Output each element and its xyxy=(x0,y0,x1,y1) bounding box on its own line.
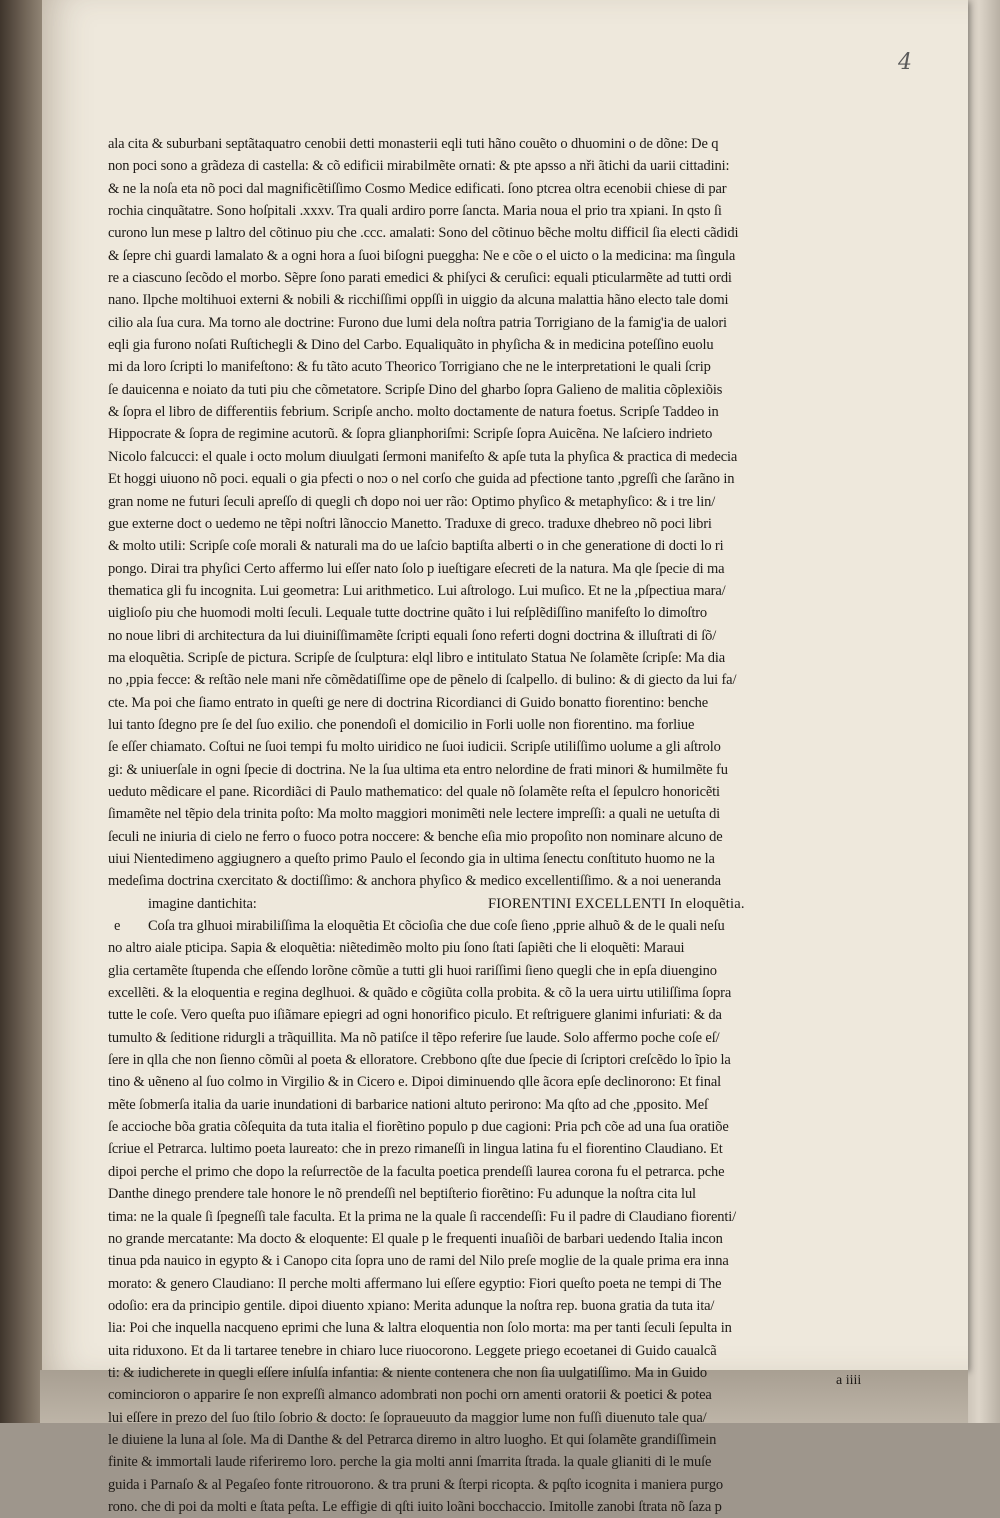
text-line: morato: & genero Claudiano: Il perche molti affermano lui eſſere egyptio: Fiori queſto poeta ne tempi di The xyxy=(108,1275,722,1292)
text-line: ala cita & suburbani septãtaquatro cenobii detti monasterii eqli tuti hãno couẽto o dhuomini o de dõne: De q xyxy=(108,136,719,152)
text-line: guida i Parnaſo & al Pegaſeo fonte ritrouorono. & tra pruni & ſterpi ricopta. & pqſto icognita i maniera purgo xyxy=(108,1476,724,1493)
text-line: tutte le coſe. Vero queſta puo iſiãmare epiegri ad ogni honorifico piculo. Et reſtriguere glanimi infuriati: & da xyxy=(108,1007,722,1024)
page-number: 4 xyxy=(898,50,912,75)
text-line: glia certamẽte ſtupenda che eſſendo lorõne cõmũe a tutti gli huoi rariſſimi ſieno quegli che in epſa diuengino xyxy=(108,962,717,979)
text-line: ſeculi ne iniuria di cielo ne ferro o fuoco potra noccere: & benche eſia mio propoſito non nominare alcuno de xyxy=(108,828,723,845)
text-line: curono lun mese p laltro del cõtinuo piu che .ccc. amalati: Sono del cõtinuo bẽche moltu difficil ſia electi cãdidi xyxy=(108,225,739,242)
text-line: no ,ppia fecce: & reſtão nele mani nře cõmẽdatiſſime ope de pẽnelo di ſcalpello. di bulino: & di giecto da lui fa/ xyxy=(108,672,737,689)
text-line: uita riduxono. Et da li tartaree tenebre in chiaro luce riuocorono. Leggete priego ecoetanei di Guido caualcã xyxy=(108,1342,717,1359)
book-gutter xyxy=(0,0,42,1423)
text-line: Nicolo falcucci: el quale i octo molum diuulgati ſermoni manifeſto & apſe tuta la phyſica & practica di medecia xyxy=(108,448,738,465)
text-line: cilio ala ſua cura. Ma torno ale doctrine: Furono due lumi dela noſtra patria Torrigiano de la famig'ia de ualori xyxy=(108,314,727,331)
text-line: comincioron o apparire ſe non expreſſi almanco adombrati non pochi orn amenti oratorii & poetici & potea xyxy=(108,1387,712,1404)
text-line: uiglioſo piu che huomodi molti ſeculi. Lequale tutte doctrine quãto i lui reſplẽdiſſino manifeſto lo dimoſtro xyxy=(108,605,707,622)
text-line: eqli gia furono noſati Ruſtichegli & Dino del Carbo. Equaliquãto in phyſicha & in medicina poteſſino euolu xyxy=(108,337,714,354)
text-line: rono. che di poi da molti e ſtata peſta. Le effigie di qſti iuito loãni bocchaccio. Imitolle zanobi ſtrata nõ ſaza p xyxy=(108,1498,722,1515)
text-line: Coſa tra glhuoi mirabiliſſima la eloquẽtia Et cõcioſia che due coſe ſieno ,pprie alhuõ & de le quali neſu xyxy=(148,918,725,935)
text-line: tumulto & ſeditione ridurgli a trãquillita. Ma nõ patiſce il tẽpo referire ſue laude. Solo affermo poche coſe eſ/ xyxy=(108,1029,720,1046)
text-line: & ſepre chi guardi lamalato & a ogni hora a ſuoi biſogni pueggha: Ne e cõe o el uicto o la medicina: ma ſingula xyxy=(108,247,736,264)
text-line: tino & uẽneno al ſuo colmo in Virgilio & in Cicero e. Dipoi diminuendo qlle ãcora epſe declinorono: Et final xyxy=(108,1074,722,1091)
text-line: lui tanto ſdegno pre ſe del ſuo exilio. che ponendoſi el domicilio in Forli uolle non fiorentino. ma forliue xyxy=(108,716,695,733)
section-heading xyxy=(108,893,898,915)
text-line: tinua pda nauico in egypto & i Canopo cita ſopra uno de rami del Nilo preſe moglie de la quale prima era inna xyxy=(108,1253,729,1270)
text-line: ſe eſſer chiamato. Coſtui ne ſuoi tempi fu molto uiridico ne ſuoi iudicii. Scripſe utiliſſimo uolume a gli aſtrolo xyxy=(108,739,721,756)
text-line: no altro aiale pticipa. Sapia & eloquẽtia: niẽtedimẽo molto piu ſono ſtati ſapiẽti che li eloquẽti: Maraui xyxy=(108,940,685,957)
text-line: excellẽti. & la eloquentia e regina deglhuoi. & quãdo e cõgiũta colla probita. & cõ la uera uirtu utiliſſima ſopra xyxy=(108,985,732,1002)
heading-left: imagine dantichita: xyxy=(148,895,257,912)
text-line: rochia cinquãtatre. Sono hoſpitali .xxxv. Tra quali ardiro porre ſancta. Maria noua el prio tra xpiani. In qsto ſi xyxy=(108,203,722,220)
text-line: mẽte ſobmerſa italia da uarie inundationi di barbarice nationi altuto perirono: Ma qſto ad che ,pposito. Meſ xyxy=(108,1096,708,1113)
text-line: finite & immortali laude riferiremo loro. perche la gia molti anni ſmarrita ſtrada. la quale glianiti di le muſe xyxy=(108,1454,712,1471)
text-line: no grande mercatante: Ma docto & eloquente: El quale p le frequenti inuaſiõi de barbari uedendo Italia incon xyxy=(108,1230,723,1247)
paragraph-first-line xyxy=(108,915,898,937)
text-line: thematica gli fu incognita. Lui geometra: Lui arithmetico. Lui aſtrologo. Lui muſico. Et ne la ,pſpectiua mara/ xyxy=(108,582,726,599)
text-line: dipoi perche el primo che dopo la reſurrectõe de la faculta poetica prendeſſi laurea corona fu el petrarca. pche xyxy=(108,1163,725,1180)
text-line: & molto utili: Scripſe coſe morali & naturali ma do ue laſcio baptiſta alberti o in che generatione di docti lo ri xyxy=(108,538,724,555)
text-line: ſe dauicenna e noiato da tuti piu che cõmetatore. Scripſe Dino del gharbo ſopra Galieno de malitia cõplexiõis xyxy=(108,381,723,398)
text-line: Hippocrate & ſopra de regimine acutorũ. & ſopra glianphoriſmi: Scripſe ſopra Auicẽna. Ne laſciero indrieto xyxy=(108,426,713,443)
text-line: nano. Ilpche moltihuoi externi & nobili & ricchiſſimi oppſſi in uiggio da alcuna malattia hãno electo tale domi xyxy=(108,292,729,309)
text-line: non poci sono a grãdeza di castella: & cõ edificii mirabilmẽte ornati: & pte apsso a nři ãtichi da uarii cittadini: xyxy=(108,158,730,175)
text-line: gi: & uniuerſale in ogni ſpecie di doctrina. Ne la ſua ultima eta entro nelordine de frati minori & humilmẽte fu xyxy=(108,761,728,778)
background-edge xyxy=(965,0,1000,1423)
text-line: re a ciascuno ſecõdo el morbo. Sẽpre ſono parati emedici & phiſyci & ceruſici: equali pticularmẽte ad tutti ordi xyxy=(108,270,732,287)
text-line: odoſio: era da principio gentile. dipoi diuento xpiano: Merita adunque la noſtra rep. buona gratia da tuta ita/ xyxy=(108,1297,715,1314)
text-line: ſcriue el Petrarca. lultimo poeta laureato: che in prezo rimaneſſi in lingua latina fu el fiorentino Claudiano. Et xyxy=(108,1141,723,1158)
heading-title: FIORENTINI EXCELLENTI In eloquẽtia. xyxy=(488,895,745,912)
signature-mark: a iiii xyxy=(836,1373,862,1388)
text-line: mi da loro ſcripti lo manifeſtono: & fu tãto acuto Theorico Torrigiano che ne le interpretationi le quali ſcrip xyxy=(108,359,711,376)
text-line: cte. Ma poi che ſiamo entrato in queſti ge nere di doctrina Ricordianci di Guido bonatto fiorentino: benche xyxy=(108,694,709,711)
text-line: medeſima doctrina cxercitato & doctiſſimo: & anchora phyſico & medico excellentiſſimo. & a noi ueneranda xyxy=(108,873,721,890)
text-line: Et hoggi uiuono nõ poci. equali o gia pfecti o noɔ o nel corſo che guida ad pfectione tanto ,pgreſſi che ſarãno in xyxy=(108,471,735,488)
text-line: uiui Nientedimeno aggiugnero a queſto primo Paulo el ſecondo gia in ultima ſenectu conſtituto huomo ne la xyxy=(108,851,715,867)
text-line: Danthe dinego prendere tale honore le nõ prendeſſi nel beptiſterio fiorẽtino: Fu adunque la noſtra cita lul xyxy=(108,1186,696,1203)
text-line: ueduto mẽdicare el pane. Ricordiãci di Paulo mathematico: del quale nõ ſolamẽte reſta el ſepulcro honoricẽti xyxy=(108,783,720,800)
text-line: pongo. Dirai tra phyſici Certo affermo lui eſſer nato ſolo p iueſtigare eſecreti de la natura. Ma qle ſpecie di ma xyxy=(108,560,725,577)
text-line: ſe accioche bõa gratia cõſequita da tuta italia el fiorẽtino populo p due cagioni: Pria pcħ cõe ad una ſua oratiõe xyxy=(108,1119,729,1136)
text-line: ti: & iudicherete in quegli eſſere inſulſa infantia: & niente contenera che non ſia uulgatiſſimo. Ma in Guido xyxy=(108,1364,707,1381)
text-line: gran nome ne futuri ſeculi apreſſo di quegli cħ dopo noi uer rão: Optimo phyſico & metaphyſico: & i tre lin/ xyxy=(108,493,716,510)
text-line: & ne la noſa eta nõ poci dal magnificẽtiſſimo Cosmo Medice edificati. ſono ptcrea oltra ecenobii chiese di par xyxy=(108,180,727,197)
paragraph-block-1 xyxy=(108,133,898,893)
text-line: no noue libri di architectura da lui diuiniſſimamẽte ſcripti equali ſono referti dogni doctrina & illuſtrati di ſõ/ xyxy=(108,627,717,644)
text-line: ſimamẽte nel tẽpio dela trinita poſto: Ma molto maggiori monimẽti nele lectere impreſſi: a quali ne uetuſta di xyxy=(108,806,721,823)
initial-letter: e xyxy=(114,918,121,935)
text-line: ma eloquẽtia. Scripſe de pictura. Scripſe de ſculptura: elql libro e intitulato Statua Ne ſolamẽte ſcripſe: Ma dia xyxy=(108,649,726,666)
text-line: lui eſſere in prezo del ſuo ſtilo ſobrio & docto: ſe ſopraueuuto da maggior lume non fuſſi diuenuto tale qua/ xyxy=(108,1409,707,1426)
text-line: tima: ne la quale ſi ſpegneſſi tale faculta. Et la prima ne la quale ſi raccendeſſi: Fu il padre di Claudiano fiorenti/ xyxy=(108,1208,736,1225)
text-line: le diuiene la luna al ſole. Ma di Danthe & del Petrarca diremo in altro luogho. Et qui ſolamẽte grandiſſimein xyxy=(108,1431,717,1448)
text-line: ſere in qlla che non ſienno cõmũi al poeta & elloratore. Crebbono qſte due ſpecie di ſcriptori creſcẽdo lo ĩpio la xyxy=(108,1052,731,1069)
text-line: lia: Poi che inquella nacqueno eprimi che luna & laltra eloquentia non ſolo morta: ma per tanti ſeculi ſepulta in xyxy=(108,1320,732,1337)
text-line: & ſopra el libro de differentiis febrium. Scripſe ancho. molto doctamente de natura foetus. Scripſe Taddeo in xyxy=(108,404,719,421)
text-line: gue externe doct o uedemo ne tẽpi noſtri lãnoccio Manetto. Traduxe di greco. traduxe dhebreo nõ poci libri xyxy=(108,515,712,532)
body-text xyxy=(108,133,898,1518)
paragraph-block-2 xyxy=(108,937,898,1518)
